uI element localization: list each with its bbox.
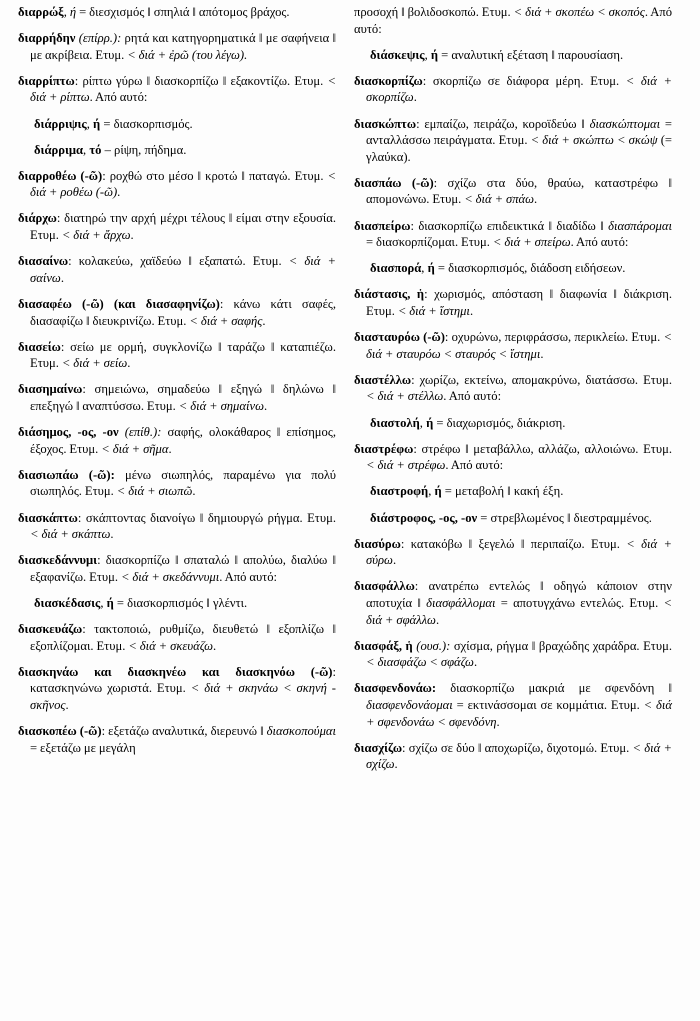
definition-text: = διασκορπισμός ‖ γλέντι. <box>113 595 248 610</box>
dictionary-entry <box>354 286 672 319</box>
dictionary-entry <box>354 680 672 730</box>
sub-entry <box>18 142 336 159</box>
sub-entry <box>18 595 336 612</box>
definition-text: : σημειώνω, σημαδεύω ‖ εξηγώ ‖ δηλώνω ‖ επεξηγώ ‖ αναπτύσσω. Ετυμ. <box>30 382 336 413</box>
headword: διάστροφος, -ος, -ον <box>370 510 478 525</box>
definition-text: . <box>473 655 478 670</box>
dictionary-entry <box>18 664 336 714</box>
etymology-text: < διά + σκάπτω <box>30 527 111 542</box>
dictionary-entry <box>18 30 336 63</box>
definition-text: . <box>213 638 217 653</box>
dictionary-entry <box>18 381 336 414</box>
etymology-text: < διά + σχίζω <box>366 740 673 772</box>
etymology-text: < διά + σκευάζω <box>128 638 213 653</box>
dictionary-entry <box>354 73 672 106</box>
definition-text: . <box>394 757 398 772</box>
page-columns <box>18 4 686 1017</box>
definition-text: , <box>83 142 90 157</box>
headword: διασαίνω <box>18 254 69 269</box>
headword: ή <box>427 261 435 276</box>
headword: διασιωπάω (-ῶ): <box>18 467 115 482</box>
definition-text: . <box>534 192 538 207</box>
headword: διασύρω <box>354 536 401 551</box>
headword: διασφάλλω <box>354 579 415 594</box>
dictionary-entry <box>18 552 336 585</box>
definition-text: σαφής, ολοκάθαρος ‖ επίσημος, έξοχος. Ετυμ. <box>30 425 336 456</box>
definition-text: : διατηρώ την αρχή μέχρι τέλους ‖ είμαι στην εξουσία. Ετυμ. <box>30 211 336 243</box>
definition-text: : κολακεύω, χαϊδεύω ‖ εξαπατώ. Ετυμ. <box>68 254 289 269</box>
definition-text: , <box>428 484 435 499</box>
etymology-text: διασφάλλομαι <box>426 595 496 610</box>
definition-text: . Από αυτό: <box>570 235 629 250</box>
definition-text: . <box>540 346 544 361</box>
headword: ή <box>430 47 439 62</box>
etymology-text: < διά + σιωπῶ <box>116 484 193 499</box>
headword: διαρρήδην <box>18 31 76 46</box>
etymology-text: διασκοπούμαι <box>266 724 337 739</box>
dictionary-entry <box>354 218 672 251</box>
definition-text: , <box>86 116 94 131</box>
dictionary-entry <box>18 510 336 543</box>
definition-text: : διασκορπίζω ‖ σπαταλώ ‖ απολύω, διαλύω ‖ εξαφανίζω. Ετυμ. <box>30 553 336 584</box>
definition-text: μένω σιωπηλός, παραμένω για πολύ σιωπηλός. Ετυμ. <box>30 467 336 499</box>
definition-text: . Από αυτό: <box>443 389 502 404</box>
etymology-text: < διά + ἵστημι <box>397 304 470 319</box>
definition-text: = αναλυτική εξέταση ‖ παρουσίαση. <box>438 47 624 62</box>
definition-text: . <box>469 304 474 319</box>
etymology-text: < διά + σπείρω <box>492 235 571 250</box>
etymology-text: < διά + ἐρῶ (του λέγω). <box>127 47 248 62</box>
headword: διασημαίνω <box>18 382 83 397</box>
dictionary-entry <box>18 723 336 756</box>
definition-text: . <box>60 270 64 285</box>
entry-continuation <box>18 4 336 21</box>
definition-text: . <box>117 185 121 200</box>
etymology-text: (επίθ.): <box>124 425 162 440</box>
definition-text: = διεσχισμός ‖ σπηλιά ‖ απότομος βράχος. <box>76 5 290 19</box>
headword: διαρρώξ <box>18 5 64 19</box>
etymology-text: < διά + σταυρόω < σταυρός < ἵστημι <box>366 330 672 361</box>
dictionary-entry <box>354 578 672 628</box>
etymology-text: < διά + σφενδονάω < σφενδόνη <box>366 698 672 729</box>
definition-text: . Από αυτό: <box>219 569 278 584</box>
etymology-text: < διά + σκορπίζω <box>366 73 672 105</box>
etymology-text: < διασφάζω < σφάζω <box>366 655 474 670</box>
dictionary-entry <box>354 441 672 474</box>
definition-text: : εμπαίζω, πειράζω, κοροϊδεύω ‖ <box>416 116 590 131</box>
right-column <box>354 4 672 1017</box>
headword: διάσκεψις <box>370 47 425 62</box>
definition-text: , <box>419 415 427 430</box>
definition-text: . <box>65 698 69 712</box>
etymology-text: < διά + σκεδάννυμι <box>120 569 220 584</box>
definition-text: (= γλαύκα). <box>366 133 672 164</box>
etymology-text: < διά + σαφής <box>189 313 263 328</box>
definition-text: = διασκορπισμός, διάδοση ειδήσεων. <box>434 261 626 276</box>
definition-text: . <box>263 398 268 413</box>
definition-text: . <box>496 714 500 729</box>
definition-text: . <box>262 313 266 328</box>
definition-text: : χωρίζω, εκτείνω, απομακρύνω, διατάσσω. Ετυμ. <box>411 372 672 387</box>
definition-text: – ρίψη, πήδημα. <box>101 142 187 157</box>
dictionary-entry <box>354 175 672 208</box>
headword: διάστασις, ἡ <box>354 287 425 302</box>
dictionary-entry <box>18 73 336 106</box>
dictionary-entry <box>354 536 672 569</box>
etymology-text: < διά + σφάλλω <box>366 595 673 627</box>
headword: διασκοπέω (-ῶ) <box>18 724 102 739</box>
etymology-text: (ουσ.): <box>416 638 451 653</box>
dictionary-entry <box>18 339 336 372</box>
sub-entry <box>354 483 672 500</box>
definition-text: διασκορπίζω μακριά με σφενδόνη ‖ <box>436 681 672 696</box>
definition-text: = αποτυγχάνω εντελώς. Ετυμ. <box>495 595 664 610</box>
headword: διασπείρω <box>354 218 411 233</box>
headword: διάσημος, -ος, -ον <box>18 425 119 440</box>
headword: τό <box>89 142 102 157</box>
etymology-text: < διά + ροθέω (-ῶ) <box>30 168 336 200</box>
definition-text: , <box>421 261 428 276</box>
definition-text: : σκάπτοντας διανοίγω ‖ δημιουργώ ρήγμα. Ετυμ. <box>77 510 336 525</box>
headword: διασκώπτω <box>354 116 417 131</box>
headword: διασκηνάω και διασκηνέω και διασκηνόω (-ῶ) <box>18 664 333 679</box>
etymology-text: < διά + σημαίνω <box>178 398 264 413</box>
headword: διασκευάζω <box>18 622 83 637</box>
etymology-text: < διά + στέλλω <box>366 389 444 404</box>
definition-text: . Από αυτό: <box>89 90 148 105</box>
etymology-text: < διά + ρίπτω <box>30 73 336 105</box>
definition-text: , <box>100 595 107 610</box>
headword: διασκορπίζω <box>354 73 423 88</box>
etymology-text: < διά + σαίνω <box>30 254 337 285</box>
sub-entry <box>354 415 672 432</box>
headword: διαστέλλω <box>354 372 412 387</box>
definition-text: , <box>424 47 431 62</box>
definition-text: : κάνω κάτι σαφές, διασαφίζω ‖ διευκρινίζω. Ετυμ. <box>30 296 336 328</box>
dictionary-entry <box>354 740 672 773</box>
etymology-text: διασφενδονάομαι <box>366 698 453 712</box>
definition-text: = διαχωρισμός, διάκριση. <box>433 415 566 430</box>
sub-entry <box>354 260 672 277</box>
definition-text: = διασκορπίζομαι. Ετυμ. <box>366 235 493 250</box>
etymology-text: διασπάρομαι <box>608 218 672 233</box>
headword: διασκέδασις <box>34 595 101 610</box>
definition-text: = ανταλλάσσω πειράγματα. Ετυμ. <box>366 116 672 148</box>
headword: διασχίζω <box>354 740 403 755</box>
definition-text: . <box>192 484 196 499</box>
dictionary-entry <box>18 296 336 329</box>
definition-text: : διασκορπίζω επιδεικτικά ‖ διαδίδω ‖ <box>410 218 609 233</box>
dictionary-entry <box>18 168 336 201</box>
headword: ή <box>106 595 114 610</box>
etymology-text: < διά + σῆμα <box>101 441 169 456</box>
definition-text: : κατακόβω ‖ ξεγελώ ‖ περιπαίζω. Ετυμ. <box>400 536 627 551</box>
definition-text: , <box>63 5 70 19</box>
headword: διασκεδάννυμι <box>18 553 98 568</box>
dictionary-entry <box>354 372 672 405</box>
definition-text: : ρίπτω γύρω ‖ διασκορπίζω ‖ εξακοντίζω. Ετυμ. <box>74 73 328 88</box>
headword: διασκάπτω <box>18 510 78 525</box>
definition-text: : χωρισμός, απόσταση ‖ διαφωνία ‖ διάκριση. Ετυμ. <box>366 287 672 319</box>
definition-text: : σχίζω στα δύο, θραύω, καταστρέφω ‖ απομονώνω. Ετυμ. <box>366 175 672 207</box>
definition-text: = εκτινάσσομαι σε κομμάτια. Ετυμ. <box>452 698 644 712</box>
definition-text: σχίσμα, ρήγμα ‖ βραχώδης χαράδρα. Ετυμ. <box>450 638 673 653</box>
definition-text: . <box>130 228 134 243</box>
dictionary-entry <box>18 424 336 457</box>
headword: διαρροθέω (-ῶ) <box>18 168 103 183</box>
definition-text: = στρεβλωμένος ‖ διεστραμμένος. <box>477 510 652 525</box>
headword: διαστρέφω <box>354 441 414 456</box>
definition-text: προσοχή ‖ βολιδοσκοπώ. Ετυμ. <box>354 5 514 19</box>
headword: διασφάξ, ἡ <box>354 638 413 653</box>
definition-text: : σκορπίζω σε διάφορα μέρη. Ετυμ. <box>422 73 626 88</box>
definition-text: = εξετάζω με μεγάλη <box>30 740 136 755</box>
dictionary-entry <box>18 467 336 500</box>
etymology-text: (επίρρ.): <box>78 31 122 46</box>
headword: διάρριψις <box>34 116 87 131</box>
dictionary-entry <box>18 621 336 654</box>
etymology-text: < διά + σπάω <box>464 192 535 207</box>
definition-text: = μεταβολή ‖ κακή έξη. <box>441 484 564 499</box>
headword: διαρρίπτω <box>18 73 75 88</box>
headword: διάρχω <box>18 211 57 226</box>
etymology-text: διασκώπτομαι <box>589 116 661 131</box>
etymology-text: < διά + σκοπέω < σκοπός <box>513 5 645 19</box>
headword: ή <box>426 415 434 430</box>
sub-entry <box>354 47 672 64</box>
headword: διασταυρόω (-ῶ) <box>354 330 445 345</box>
definition-text: : κατασκηνώνω χωριστά. Ετυμ. <box>30 664 336 696</box>
definition-text: . <box>168 441 172 456</box>
headword: διασείω <box>18 339 61 354</box>
headword: ή <box>93 116 101 131</box>
headword: διασπάω (-ῶ) <box>354 175 434 190</box>
headword: διασπορά <box>370 261 422 276</box>
definition-text: : εξετάζω αναλυτικά, διερευνώ ‖ <box>101 724 267 739</box>
definition-text: . <box>127 356 131 371</box>
dictionary-entry <box>354 116 672 166</box>
dictionary-entry <box>18 253 336 286</box>
left-column <box>18 4 336 1017</box>
etymology-text: < διά + στρέφω <box>366 458 446 473</box>
definition-text: : σχίζω σε δύο ‖ αποχωρίζω, διχοτομώ. Ετυμ. <box>402 740 633 755</box>
entry-continuation <box>354 4 672 37</box>
definition-text: : τακτοποιώ, ρυθμίζω, διευθετώ ‖ εξοπλίζω ‖ εξοπλίζομαι. Ετυμ. <box>30 622 336 653</box>
headword: διασφενδονάω: <box>354 681 437 696</box>
definition-text: . <box>110 527 114 542</box>
definition-text: : οχυρώνω, περιφράσσω, περικλείω. Ετυμ. <box>444 330 664 345</box>
definition-text: . <box>392 553 397 568</box>
definition-text: . <box>435 612 440 627</box>
etymology-text: < διά + σκηνάω < σκηνή - σκῆνος <box>30 681 336 712</box>
dictionary-entry <box>18 210 336 243</box>
headword: διαστροφή <box>370 484 429 499</box>
headword: διαστολή <box>370 415 420 430</box>
dictionary-entry <box>354 329 672 362</box>
etymology-text: < διά + σύρω <box>366 536 672 568</box>
definition-text: : σείω με ορμή, συγκλονίζω ‖ ταράζω ‖ καταπιέζω. Ετυμ. <box>30 339 336 371</box>
etymology-text: < διά + ἄρχω <box>61 228 131 243</box>
etymology-text: < διά + σκώπτω < σκώψ <box>530 133 658 148</box>
definition-text: : ανατρέπω εντελώς ‖ οδηγώ κάποιον στην αποτυχία ‖ <box>366 579 672 610</box>
definition-text: . <box>413 90 417 105</box>
headword: διάρριμα <box>34 142 84 157</box>
definition-text: : στρέφω ‖ μεταβάλλω, αλλάζω, αλλοιώνω. Ετυμ. <box>413 441 672 456</box>
definition-text: ρητά και κατηγορηματικά ‖ με σαφήνεια ‖ με ακρίβεια. Ετυμ. <box>30 31 336 62</box>
sub-entry <box>354 510 672 527</box>
definition-text: = διασκορπισμός. <box>100 116 193 131</box>
etymology-text: < διά + σείω <box>61 356 128 371</box>
headword: ή <box>434 484 442 499</box>
definition-text: . Από αυτό: <box>354 5 672 36</box>
definition-text: : ροχθώ στο μέσο ‖ κροτώ ‖ παταγώ. Ετυμ. <box>102 168 328 183</box>
definition-text: . Από αυτό: <box>445 458 504 473</box>
etymology-text: ή <box>69 5 77 19</box>
sub-entry <box>18 116 336 133</box>
headword: διασαφέω (-ῶ) (και διασαφηνίζω) <box>18 296 220 311</box>
dictionary-entry <box>354 638 672 671</box>
